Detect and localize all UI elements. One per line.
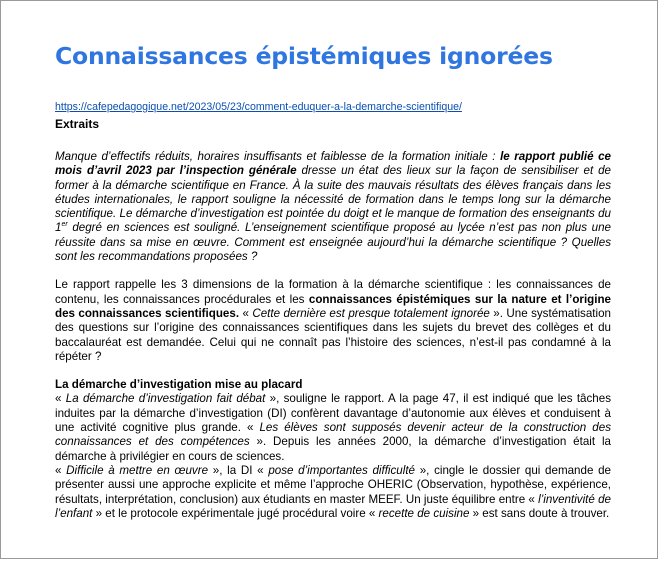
para2-quote: Cette dernière est presque totalement ignorée xyxy=(252,306,490,320)
document-content xyxy=(55,41,611,521)
para4-text-1: « xyxy=(55,463,67,477)
intro-bold-text: le rapport publié ce mois d’avril 2023 par l’inspection générale xyxy=(55,150,611,178)
para3-text-3: ». Depuis les années 2000, la démarche d’investigation était la démarche à privilégier en cours de sciences. xyxy=(55,435,611,463)
section-heading: La démarche d’investigation mise au placard xyxy=(55,378,303,392)
para4-quote-1: Difficile à mettre en œuvre xyxy=(66,463,209,477)
intro-text-2: dresse un état des lieux sur la façon de sensibiliser et de former à la démarche scientifique en France. À la suite des mauvais résultats des élèves français dans les études internationales, le rapport souligne la nécessité de formation dans le temps long sur la démarche scientifique. Le démarche d’investigation est pointée du doigt et le manque de formation des enseignants du 1 xyxy=(55,164,611,235)
para4-text-2: », la DI « xyxy=(208,463,269,477)
body-paragraph-dimensions xyxy=(55,278,611,364)
para2-text-3: ». Une systématisation des questions sur l’origine des connaissances scientifiques dans les sujets du brevet des collèges et du baccalauréat est demandée. Celui qui ne connaît pas l’histoire des sciences, n’est-il pas condamné à la répéter ? xyxy=(55,306,611,363)
para4-text-3: », cingle le dossier qui demande de présenter aussi une approche explicite et même l’approche OHERIC (Observation, hypothèse, expérience, résultats, interprétation, conclusion) aux étudiants en master MEEF. Un juste équilibre entre « xyxy=(55,463,612,506)
body-paragraph-investigation xyxy=(55,392,611,463)
ordinal-superscript: er xyxy=(61,221,68,229)
para4-quote-3: l’inventivité de l’enfant xyxy=(55,492,611,520)
para2-bold-text: connaissances épistémiques sur la nature et l’origine des connaissances scientifiques. xyxy=(55,292,611,320)
extraits-label: Extraits xyxy=(55,117,100,131)
body-paragraph-difficulty xyxy=(55,464,611,521)
para2-text-1: Le rapport rappelle les 3 dimensions de la formation à la démarche scientifique : les connaissances de contenu, les connaissances procédurales et les xyxy=(55,278,611,306)
para2-text-2: « xyxy=(239,306,253,320)
para4-text-4: » et le protocole expérimentale jugé procédural voire « xyxy=(92,506,379,520)
para3-quote-2: Les élèves sont supposés devenir acteur de la construction des connaissances et des compétences xyxy=(55,421,611,449)
intro-text-1: Manque d’effectifs réduits, horaires insuffisants et faiblesse de la formation initiale : xyxy=(55,150,501,163)
para4-text-5: » est sans doute à trouver. xyxy=(469,506,610,520)
para3-quote-1: La démarche d’investigation fait débat xyxy=(65,392,266,406)
intro-text-3: degré en sciences est souligné. L’enseignement scientifique proposé au lycée n’est pas non plus une réussite dans sa mise en œuvre. Comment est enseignée aujourd’hui la démarche scientifique ? Quelles sont les recommandations proposées ? xyxy=(55,221,611,264)
para3-text-1: « xyxy=(55,392,66,406)
para4-quote-4: recette de cuisine xyxy=(378,506,470,520)
intro-paragraph xyxy=(55,150,611,264)
para3-text-2: », souligne le rapport. A la page 47, il est indiqué que les tâches induites par la démarche d’investigation (DI) confèrent davantage d’autonomie aux élèves et conduisent à une activité cognitive plus grande. « xyxy=(55,392,611,435)
para4-quote-2: pose d’importantes difficulté xyxy=(268,463,415,477)
source-link[interactable]: https://cafepedagogique.net/2023/05/23/comment-eduquer-a-la-demarche-scientifique/ xyxy=(55,101,462,113)
page-title: Connaissances épistémiques ignorées xyxy=(55,42,553,70)
